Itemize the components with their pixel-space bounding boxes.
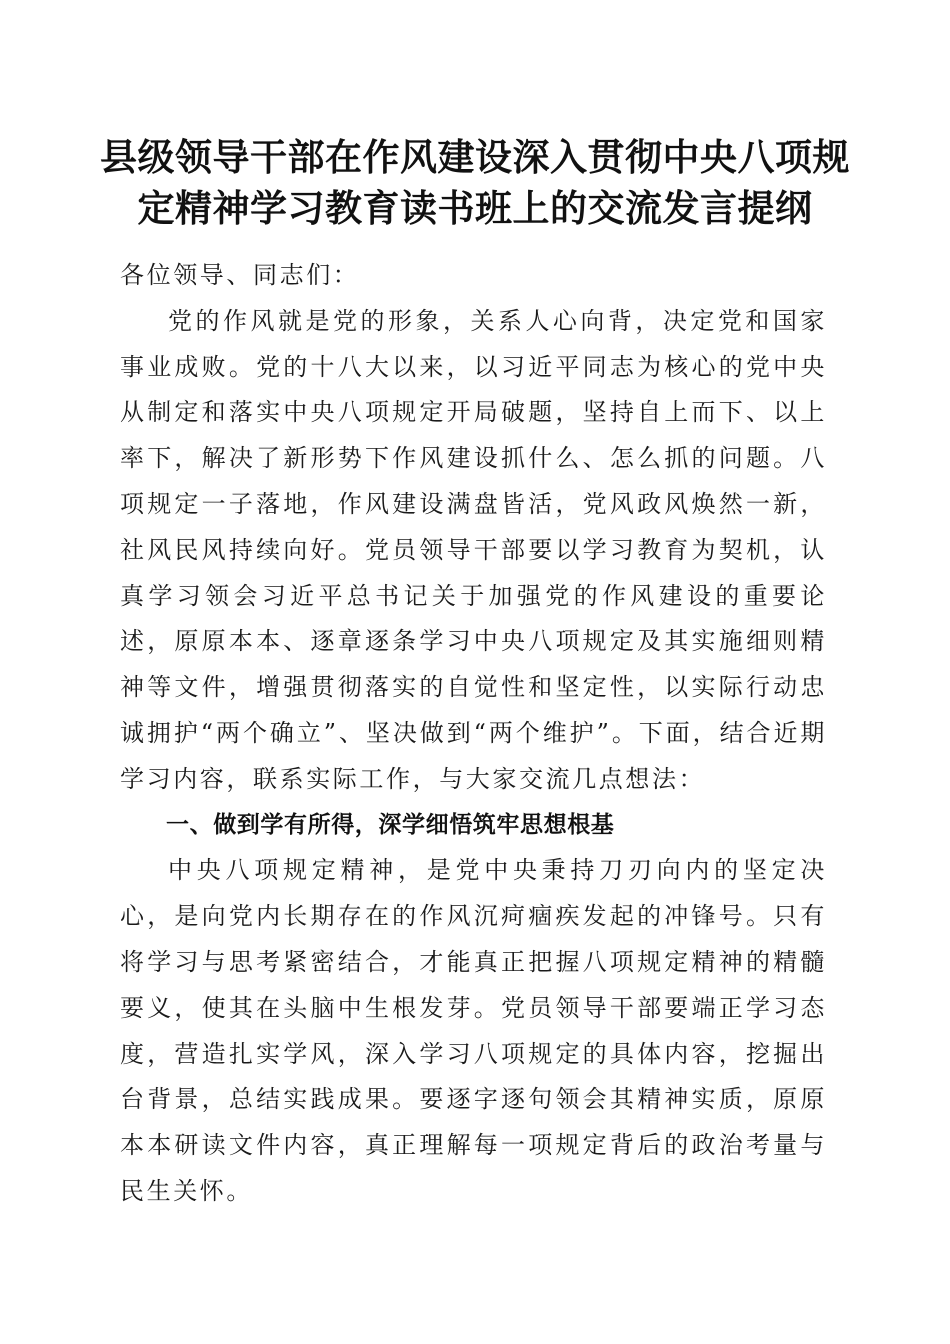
section-paragraph: 中央八项规定精神，是党中央秉持刀刃向内的坚定决心，是向党内长期存在的作风沉疴痼疾发起的冲锋号。只有将学习与思考紧密结合，才能真正把握八项规定精神的精髓要义，使其在头脑中生根发芽。党员领导干部要端正学习态度，营造扎实学风，深入学习八项规定的具体内容，挖掘出台背景，总结实践成果。要逐字逐句领会其精神实质，原原本本研读文件内容，真正理解每一项规定背后的政治考量与民生关怀。 <box>120 856 827 1205</box>
intro-paragraph: 党的作风就是党的形象，关系人心向背，决定党和国家事业成败。党的十八大以来，以习近平同志为核心的党中央从制定和落实中央八项规定开局破题，坚持自上而下、以上率下，解决了新形势下作风建设抓什么、怎么抓的问题。八项规定一子落地，作风建设满盘皆活，党风政风焕然一新，社风民风持续向好。党员领导干部要以学习教育为契机，认真学习领会习近平总书记关于加强党的作风建设的重要论述，原原本本、逐章逐条学习中央八项规定及其实施细则精神等文件，增强贯彻落实的自觉性和坚定性，以实际行动忠诚拥护“两个确立”、坚决做到“两个维护”。下面，结合近期学习内容，联系实际工作，与大家交流几点想法： <box>120 306 827 793</box>
document-body <box>120 253 827 1215</box>
section-heading: 一、做到学有所得，深学细悟筑牢思想根基 <box>166 811 615 838</box>
document-title: 县级领导干部在作风建设深入贯彻中央八项规定精神学习教育读书班上的交流发言提纲 <box>100 135 850 230</box>
salutation: 各位领导、同志们： <box>120 261 360 289</box>
